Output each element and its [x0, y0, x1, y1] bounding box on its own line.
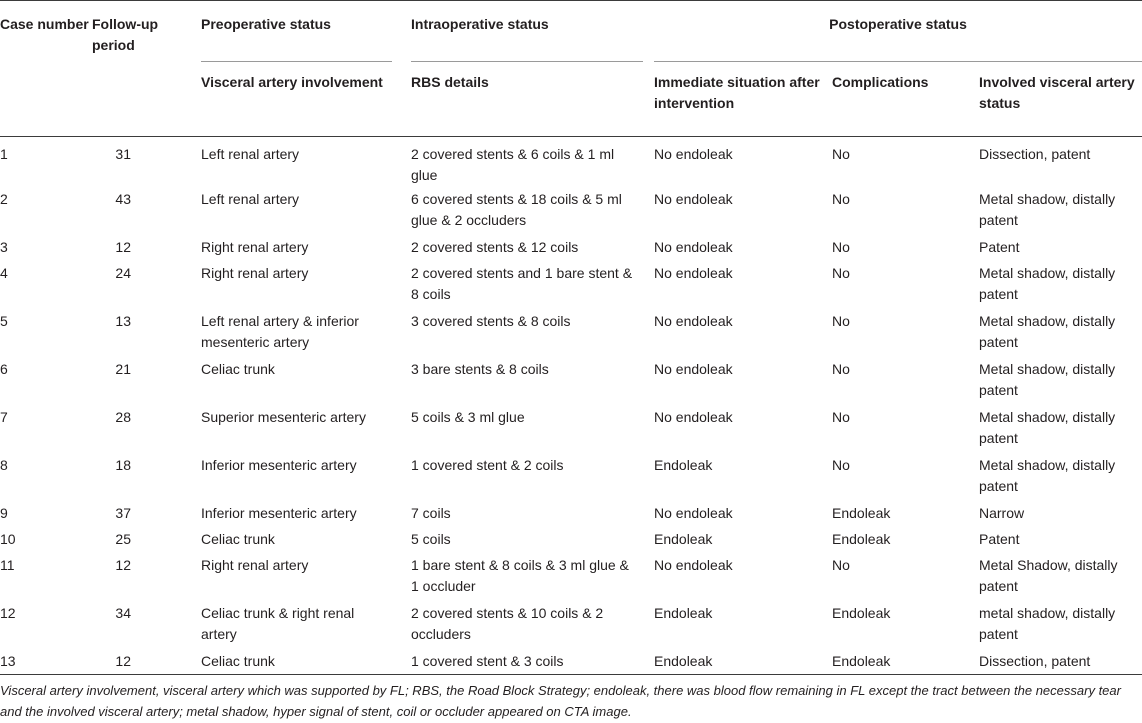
header-immediate-situation: Immediate situation after intervention	[654, 74, 820, 111]
cell-visceral-artery-involvement: Superior mesenteric artery	[201, 409, 366, 425]
cell-follow-up-period: 13	[115, 313, 131, 329]
cell-visceral-artery-involvement: Left renal artery	[201, 191, 300, 207]
cell-follow-up-period: 12	[115, 239, 131, 255]
cell-complications: No	[832, 146, 850, 162]
cell-immediate-situation: No endoleak	[654, 409, 733, 425]
header-postoperative-label: Postoperative status	[829, 16, 967, 32]
header-preoperative-status	[201, 1, 411, 63]
cell-involved-artery-status: Dissection, patent	[979, 648, 1142, 675]
cell-complications: Endoleak	[832, 505, 891, 521]
cell-visceral-artery-involvement: Celiac trunk	[201, 531, 275, 547]
cell-follow-up-period: 12	[115, 557, 131, 573]
cell-case-number: 2	[0, 191, 8, 207]
table-row	[0, 234, 1142, 260]
cell-complications: No	[832, 313, 850, 329]
cell-follow-up-period: 28	[115, 409, 131, 425]
table-row	[0, 137, 1142, 187]
table-row	[0, 452, 1142, 500]
cell-rbs-details: 5 coils	[411, 531, 451, 547]
cell-visceral-artery-involvement: Right renal artery	[201, 239, 309, 255]
cell-immediate-situation: No endoleak	[654, 146, 733, 162]
cell-visceral-artery-involvement: Celiac trunk	[201, 361, 275, 377]
header-divider	[0, 126, 1142, 137]
cell-immediate-situation: No endoleak	[654, 239, 733, 255]
cell-involved-artery-status: Metal shadow, distally patent	[979, 313, 1116, 350]
cell-rbs-details: 6 covered stents & 18 coils & 5 ml glue & 2 occluders	[411, 191, 622, 228]
cell-immediate-situation: Endoleak	[654, 531, 713, 547]
cell-rbs-details: 2 covered stents & 10 coils & 2 occluders	[411, 605, 604, 642]
header-complications: Complications	[832, 74, 929, 90]
cell-involved-artery-status: Narrow	[979, 505, 1025, 521]
header-postoperative-status	[654, 1, 1142, 63]
cell-follow-up-period: 12	[92, 648, 201, 675]
header-visceral-artery-involvement: Visceral artery involvement	[201, 74, 383, 90]
table-row	[0, 308, 1142, 356]
table-row	[0, 356, 1142, 404]
cell-rbs-details: 1 covered stent & 2 coils	[411, 457, 564, 473]
table-row	[0, 526, 1142, 552]
cell-immediate-situation: No endoleak	[654, 313, 733, 329]
cell-complications: No	[832, 361, 850, 377]
cell-involved-artery-status: metal shadow, distally patent	[979, 605, 1116, 642]
cell-involved-artery-status: Metal shadow, distally patent	[979, 265, 1116, 302]
table-row	[0, 404, 1142, 452]
cell-visceral-artery-involvement: Left renal artery	[201, 146, 300, 162]
cell-complications: No	[832, 409, 850, 425]
cell-case-number: 12	[0, 605, 16, 621]
cell-follow-up-period: 21	[115, 361, 131, 377]
cell-rbs-details: 3 bare stents & 8 coils	[411, 361, 549, 377]
cell-follow-up-period: 31	[115, 146, 131, 162]
cell-rbs-details: 5 coils & 3 ml glue	[411, 409, 525, 425]
cell-rbs-details: 2 covered stents & 12 coils	[411, 239, 579, 255]
cell-immediate-situation: Endoleak	[654, 605, 713, 621]
cell-visceral-artery-involvement: Left renal artery & inferior mesenteric artery	[201, 313, 359, 350]
cell-visceral-artery-involvement: Right renal artery	[201, 265, 309, 281]
cell-rbs-details: 3 covered stents & 8 coils	[411, 313, 571, 329]
cell-follow-up-period: 43	[115, 191, 131, 207]
cell-case-number: 6	[0, 361, 8, 377]
cell-involved-artery-status: Metal shadow, distally patent	[979, 191, 1116, 228]
cell-complications: Endoleak	[832, 648, 979, 675]
cell-follow-up-period: 24	[115, 265, 131, 281]
cell-follow-up-period: 25	[115, 531, 131, 547]
header-case-number: Case number	[0, 1, 92, 127]
cell-case-number: 11	[0, 557, 15, 573]
cell-immediate-situation: No endoleak	[654, 557, 733, 573]
table-row	[0, 260, 1142, 308]
table-header	[0, 1, 1142, 137]
header-rbs-details: RBS details	[411, 74, 489, 90]
cell-immediate-situation: No endoleak	[654, 361, 733, 377]
cell-case-number: 4	[0, 265, 8, 281]
cell-complications: No	[832, 191, 850, 207]
cell-rbs-details: 7 coils	[411, 505, 451, 521]
cell-complications: Endoleak	[832, 605, 891, 621]
cell-follow-up-period: 34	[115, 605, 131, 621]
cell-complications: No	[832, 239, 850, 255]
cell-involved-artery-status: Dissection, patent	[979, 146, 1091, 162]
header-follow-up-period: Follow-up period	[92, 1, 201, 127]
table-row	[0, 500, 1142, 526]
cell-case-number: 1	[0, 146, 8, 162]
cell-immediate-situation: No endoleak	[654, 265, 733, 281]
header-row-1	[0, 1, 1142, 63]
cell-involved-artery-status: Patent	[979, 531, 1020, 547]
cell-case-number: 7	[0, 409, 8, 425]
cell-involved-artery-status: Metal shadow, distally patent	[979, 361, 1116, 398]
cell-case-number: 8	[0, 457, 8, 473]
cell-visceral-artery-involvement: Inferior mesenteric artery	[201, 505, 357, 521]
cell-case-number: 9	[0, 505, 8, 521]
cell-visceral-artery-involvement: Celiac trunk	[201, 648, 411, 675]
table-footnote: Visceral artery involvement, visceral artery which was supported by FL; RBS, the Road Block Strategy; endoleak, there was blood flow remaining in FL except the tract between the necessary tear and the involved visceral artery; metal shadow, hyper signal of stent, coil or occluder appeared on CTA image.	[0, 683, 1121, 719]
cell-visceral-artery-involvement: Celiac trunk & right renal artery	[201, 605, 355, 642]
cell-involved-artery-status: Patent	[979, 239, 1020, 255]
cell-immediate-situation: Endoleak	[654, 457, 713, 473]
cell-case-number: 3	[0, 239, 8, 255]
cell-complications: Endoleak	[832, 531, 891, 547]
header-rule-row	[0, 126, 1142, 137]
cell-complications: No	[832, 557, 850, 573]
cell-involved-artery-status: Metal Shadow, distally patent	[979, 557, 1118, 594]
cell-complications: No	[832, 457, 850, 473]
cell-immediate-situation: Endoleak	[654, 648, 832, 675]
cell-involved-artery-status: Metal shadow, distally patent	[979, 409, 1116, 446]
cell-follow-up-period: 37	[115, 505, 131, 521]
table-row	[0, 186, 1142, 234]
header-preoperative-label: Preoperative status	[201, 16, 331, 32]
cell-immediate-situation: No endoleak	[654, 505, 733, 521]
cell-involved-artery-status: Metal shadow, distally patent	[979, 457, 1116, 494]
table-body	[0, 137, 1142, 675]
header-intraoperative-status	[411, 1, 654, 63]
header-involved-artery-status: Involved visceral artery status	[979, 74, 1135, 111]
cell-follow-up-period: 18	[115, 457, 131, 473]
cell-case-number: 10	[0, 531, 16, 547]
cell-rbs-details: 2 covered stents & 6 coils & 1 ml glue	[411, 146, 615, 183]
table-row	[0, 600, 1142, 648]
cell-visceral-artery-involvement: Inferior mesenteric artery	[201, 457, 357, 473]
cell-rbs-details: 2 covered stents and 1 bare stent & 8 coils	[411, 265, 633, 302]
cell-visceral-artery-involvement: Right renal artery	[201, 557, 309, 573]
cell-complications: No	[832, 265, 850, 281]
cell-case-number: 13	[0, 648, 92, 675]
table-row	[0, 552, 1142, 600]
header-intraoperative-label: Intraoperative status	[411, 16, 549, 32]
cell-immediate-situation: No endoleak	[654, 191, 733, 207]
cell-case-number: 5	[0, 313, 8, 329]
cell-rbs-details: 1 bare stent & 8 coils & 3 ml glue & 1 occluder	[411, 557, 629, 594]
cell-rbs-details: 1 covered stent & 3 coils	[411, 648, 654, 675]
table-row	[0, 648, 1142, 675]
